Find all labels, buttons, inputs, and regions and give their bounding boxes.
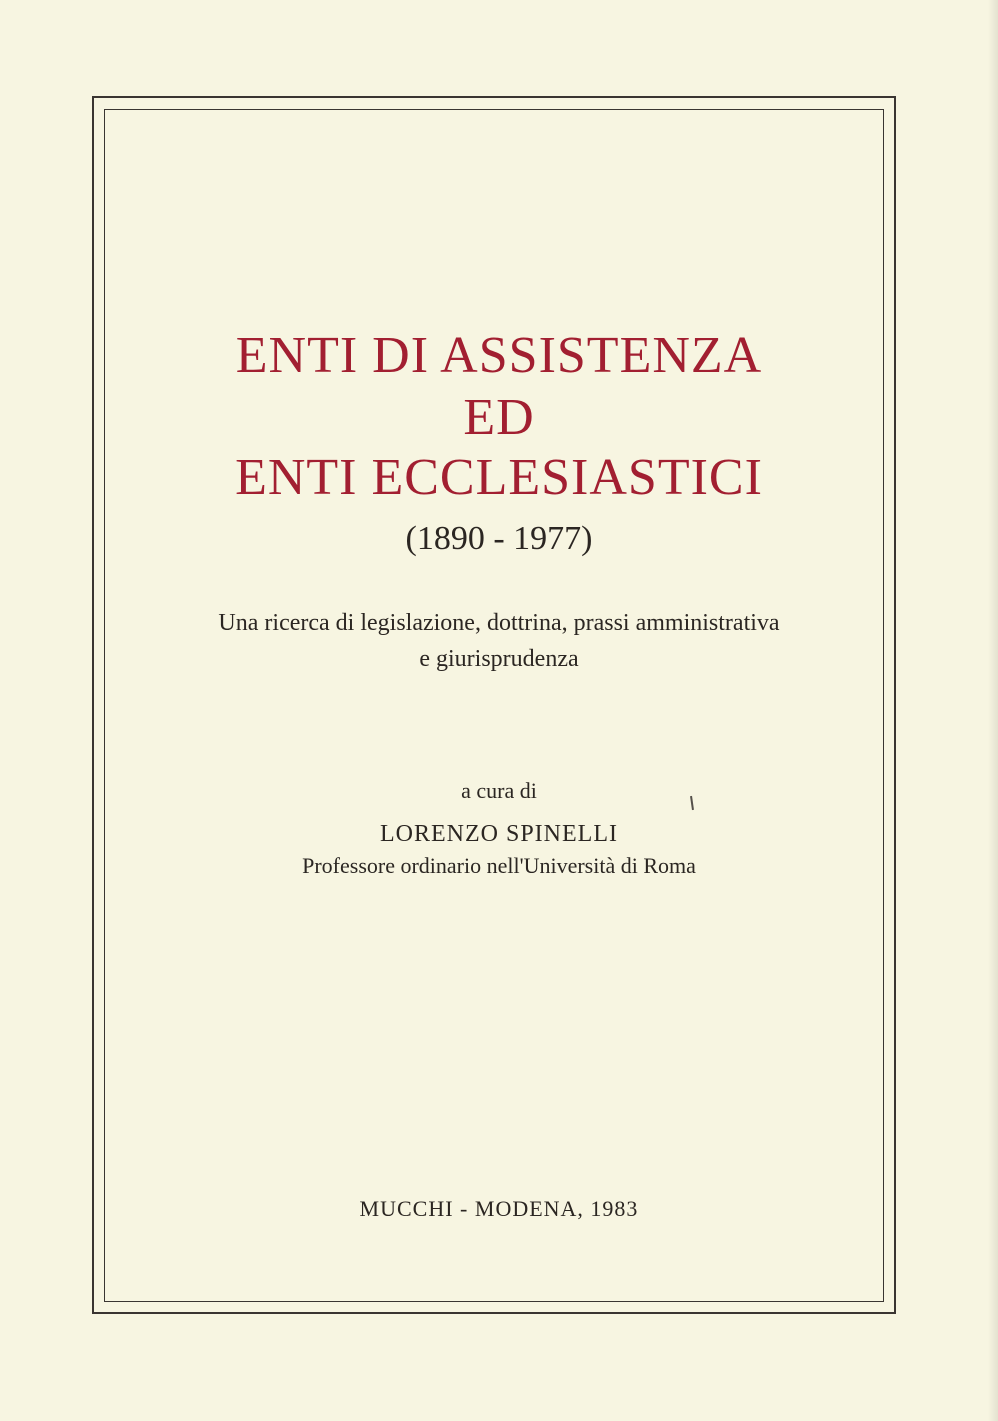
editor-label: a cura di [461, 778, 537, 803]
publisher-imprint: MUCCHI - MODENA, 1983 [359, 1196, 639, 1221]
page-edge-shadow [988, 0, 998, 1421]
title-line-1: ENTI DI ASSISTENZA [235, 327, 763, 384]
editor-role: Professore ordinario nell'Università di Roma [302, 853, 696, 878]
title-line-2: ED [463, 389, 535, 446]
inner-border-frame [104, 109, 884, 1302]
editor-name: LORENZO SPINELLI [380, 821, 618, 847]
title-line-3: ENTI ECCLESIASTICI [235, 449, 763, 506]
date-range: (1890 - 1977) [405, 520, 593, 557]
subtitle-line-1: Una ricerca di legislazione, dottrina, prassi amministrativa [218, 610, 780, 636]
subtitle-line-2: e giurisprudenza [419, 646, 579, 672]
